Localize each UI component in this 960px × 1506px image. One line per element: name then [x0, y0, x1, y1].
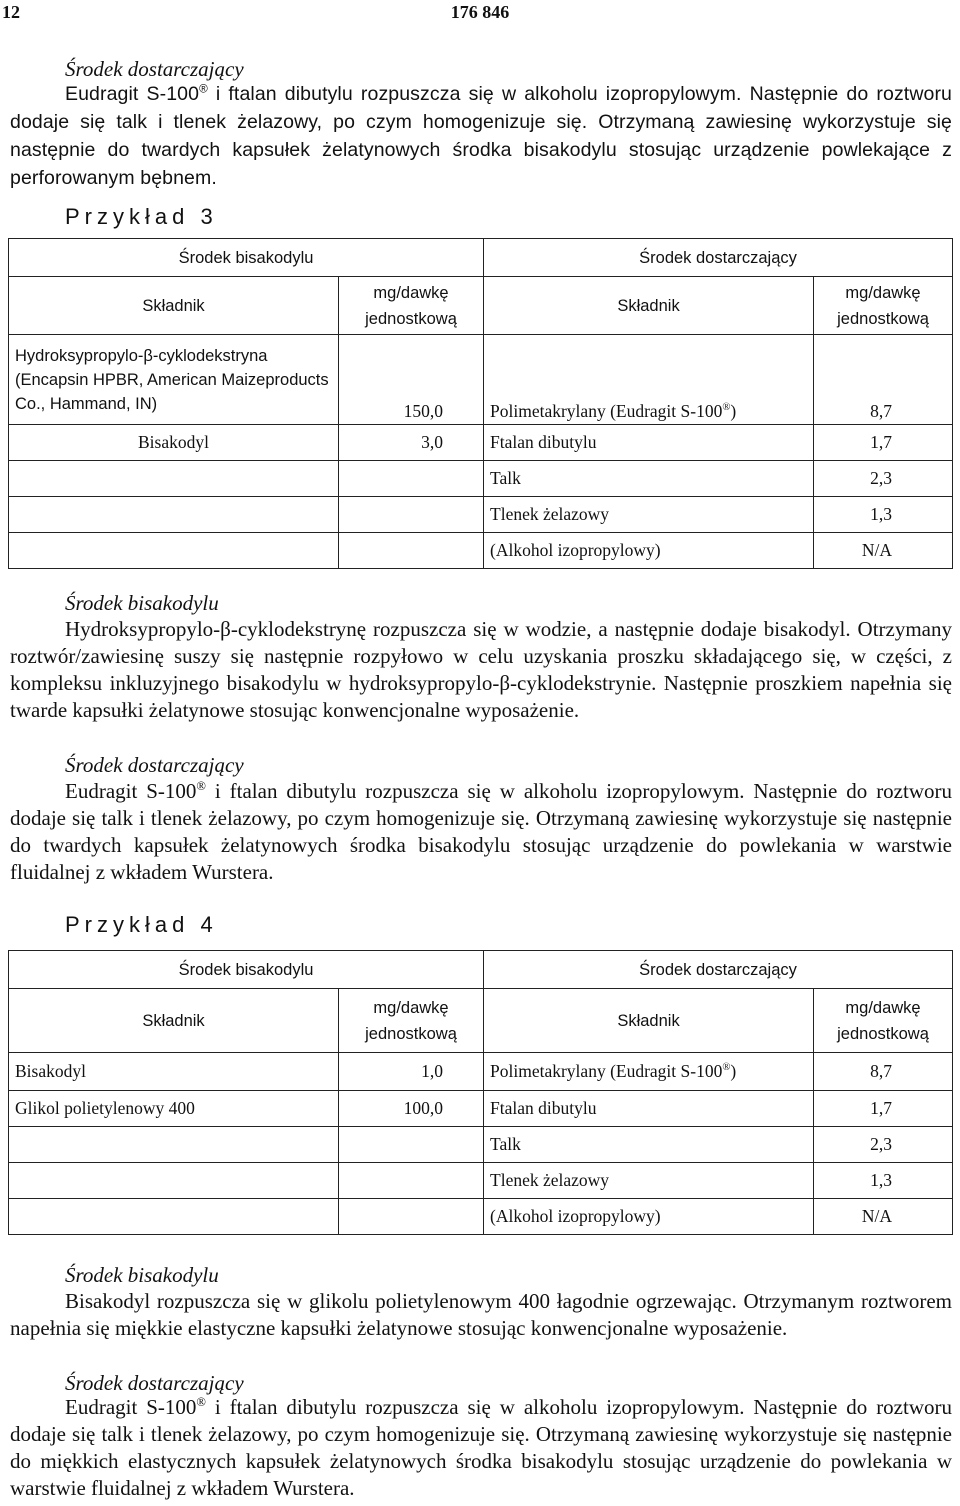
ingredient-dose: 1,7	[814, 1091, 953, 1127]
ingredient-dose: 1,0	[339, 1053, 484, 1091]
ingredient-name	[9, 461, 339, 497]
example-3-table	[8, 238, 953, 569]
table-header-delivery: Środek dostarczający	[484, 951, 953, 989]
ingredient-dose	[339, 497, 484, 533]
ingredient-dose: 1,7	[814, 425, 953, 461]
ingredient-dose: 8,7	[814, 1053, 953, 1091]
table-row	[9, 497, 953, 533]
table-row	[9, 1053, 953, 1091]
ingredient-name	[9, 533, 339, 569]
column-ingredient: Składnik	[9, 277, 339, 335]
ingredient-name: (Alkohol izopropylowy)	[484, 1199, 814, 1235]
ingredient-dose	[339, 1199, 484, 1235]
ingredient-name: Ftalan dibutylu	[484, 1091, 814, 1127]
ingredient-dose: 1,3	[814, 497, 953, 533]
column-dose: mg/dawkę jednostkową	[339, 989, 484, 1053]
table-row	[9, 1163, 953, 1199]
table-header-delivery: Środek dostarczający	[484, 239, 953, 277]
ingredient-name: Hydroksypropylo-β-cyklodekstryna (Encapsin HPBR, American Maizeproducts Co., Hammand, IN)	[9, 335, 339, 425]
ingredient-name: Talk	[484, 461, 814, 497]
bisacodyl-paragraph: Hydroksypropylo-β-cyklodekstrynę rozpuszcza się w wodzie, a następnie dodaje bisakodyl. Otrzymany roztwór/zawiesinę suszy się następnie rozpyłowo w celu uzyskania proszku składającego się, w części, z kompleksu inkluzyjnego bisakodylu w hydroksypropylo-β-cyklodekstrynie. Następnie proszkiem napełnia się twarde kapsułki żelatynowe stosując konwencjonalne wyposażenie.	[10, 617, 952, 722]
ingredient-name: Bisakodyl	[9, 425, 339, 461]
example-4-table	[8, 950, 953, 1235]
ingredient-dose	[339, 533, 484, 569]
ingredient-name: Polimetakrylany (Eudragit S-100®)	[484, 335, 814, 425]
ingredient-name: Bisakodyl	[9, 1053, 339, 1091]
table-row	[9, 425, 953, 461]
table-row	[9, 1091, 953, 1127]
ingredient-name: Tlenek żelazowy	[484, 1163, 814, 1199]
delivery-paragraph: Eudragit S-100® i ftalan dibutylu rozpuszcza się w alkoholu izopropylowym. Następnie do roztworu dodaje się talk i tlenek żelazowy, po czym homogenizuje się. Otrzymaną zawiesinę wykorzystuje się następnie do miękkich elastycznych kapsułek żelatynowych środka bisakodylu stosując urządzenie do powlekania w warstwie fluidalnej z wkładem Wurstera.	[10, 1395, 952, 1500]
ingredient-dose: 3,0	[339, 425, 484, 461]
ingredient-dose: 8,7	[814, 335, 953, 425]
table-header-bisacodyl: Środek bisakodylu	[9, 239, 484, 277]
ingredient-dose: N/A	[814, 533, 953, 569]
ingredient-name: Polimetakrylany (Eudragit S-100®)	[484, 1053, 814, 1091]
ingredient-name	[9, 497, 339, 533]
ingredient-name: Talk	[484, 1127, 814, 1163]
table-row	[9, 1199, 953, 1235]
bisacodyl-paragraph: Bisakodyl rozpuszcza się w glikolu polietylenowym 400 łagodnie ogrzewając. Otrzymanym roztworem napełnia się miękkie elastyczne kapsułki żelatynowe stosując konwencjonalne wyposażenie.	[10, 1289, 952, 1340]
example-3-heading: Przykład 3	[65, 204, 218, 229]
ingredient-name: Tlenek żelazowy	[484, 497, 814, 533]
ingredient-name: Ftalan dibutylu	[484, 425, 814, 461]
section-title-bisacodyl: Środek bisakodylu	[65, 591, 219, 615]
column-ingredient: Składnik	[484, 989, 814, 1053]
column-dose: mg/dawkę jednostkową	[814, 989, 953, 1053]
page-header	[0, 2, 960, 26]
ingredient-dose	[339, 461, 484, 497]
section-title-bisacodyl: Środek bisakodylu	[65, 1263, 219, 1287]
ingredient-dose: 2,3	[814, 1127, 953, 1163]
column-ingredient: Składnik	[9, 989, 339, 1053]
section-title-delivery: Środek dostarczający	[65, 1371, 244, 1395]
ingredient-name	[9, 1127, 339, 1163]
ingredient-name: Glikol polietylenowy 400	[9, 1091, 339, 1127]
ingredient-dose: 150,0	[339, 335, 484, 425]
ingredient-dose	[339, 1163, 484, 1199]
column-dose: mg/dawkę jednostkową	[339, 277, 484, 335]
delivery-paragraph: Eudragit S-100® i ftalan dibutylu rozpuszcza się w alkoholu izopropylowym. Następnie do roztworu dodaje się talk i tlenek żelazowy, po czym homogenizuje się. Otrzymaną zawiesinę wykorzystuje się następnie do twardych kapsułek żelatynowych środka bisakodylu stosując urządzenie do powlekania w warstwie fluidalnej z wkładem Wurstera.	[10, 779, 952, 884]
ingredient-dose: N/A	[814, 1199, 953, 1235]
ingredient-dose: 100,0	[339, 1091, 484, 1127]
document-number: 176 846	[450, 2, 510, 22]
page-number: 12	[2, 2, 20, 22]
table-row	[9, 1127, 953, 1163]
table-header-bisacodyl: Środek bisakodylu	[9, 951, 484, 989]
ingredient-dose: 2,3	[814, 461, 953, 497]
intro-paragraph: Eudragit S-100® i ftalan dibutylu rozpuszcza się w alkoholu izopropylowym. Następnie do roztworu dodaje się talk i tlenek żelazowy, po czym homogenizuje się. Otrzymaną zawiesinę wykorzystuje się następnie do twardych kapsułek żelatynowych środka bisakodylu stosując urządzenie powlekające z perforowanym bębnem.	[10, 82, 952, 189]
column-ingredient: Składnik	[484, 277, 814, 335]
table-row	[9, 533, 953, 569]
table-row	[9, 461, 953, 497]
example-4-heading: Przykład 4	[65, 912, 218, 937]
section-title-delivery: Środek dostarczający	[65, 57, 244, 81]
ingredient-name: (Alkohol izopropylowy)	[484, 533, 814, 569]
column-dose: mg/dawkę jednostkową	[814, 277, 953, 335]
ingredient-name	[9, 1163, 339, 1199]
section-title-delivery: Środek dostarczający	[65, 753, 244, 777]
ingredient-dose: 1,3	[814, 1163, 953, 1199]
ingredient-dose	[339, 1127, 484, 1163]
ingredient-name	[9, 1199, 339, 1235]
table-row	[9, 335, 953, 425]
